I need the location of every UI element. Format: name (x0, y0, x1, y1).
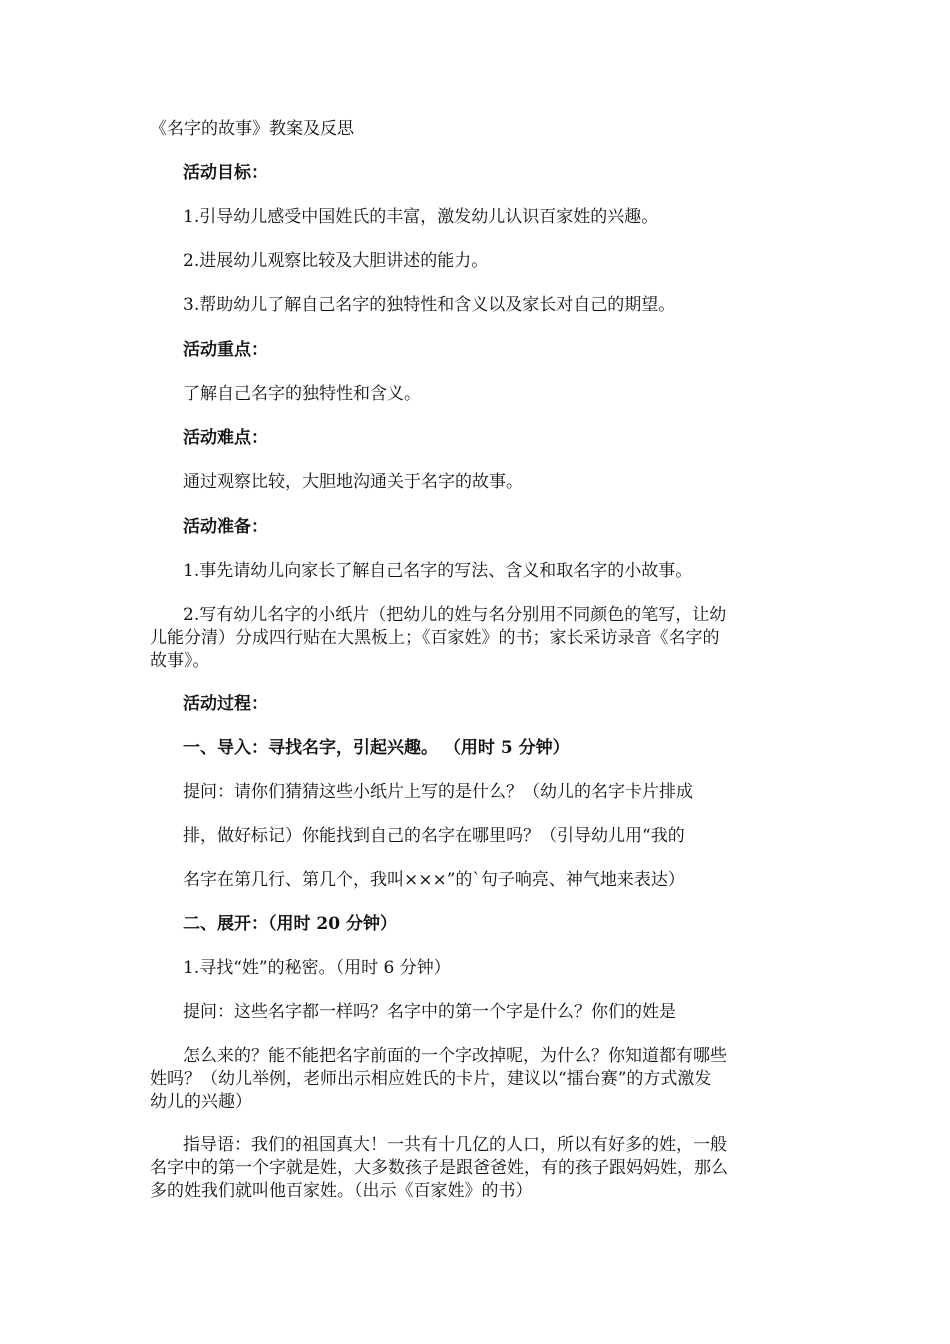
preparation-item-1: 1.事先请幼儿向家长了解自己名字的写法、含义和取名字的小故事。 (183, 561, 693, 581)
goal-item-3: 3.帮助幼儿了解自己名字的独特性和含义以及家长对自己的期望。 (183, 295, 676, 315)
heading-key-point: 活动重点： (183, 340, 268, 360)
step-1-question-line-3: 名字在第几行、第几个，我叫×××”的`句子响亮、神气地来表达） (183, 870, 685, 890)
step-2-paragraph-2-line-2: 名字中的第一个字就是姓，大多数孩子是跟爸爸姓，有的孩子跟妈妈姓，那么 (150, 1158, 728, 1178)
step-1-question-line-1: 提问：请你们猜猜这些小纸片上写的是什么？（幼儿的名字卡片排成 (183, 782, 693, 802)
step-1-question-line-2: 排，做好标记）你能找到自己的名字在哪里吗？（引导幼儿用“我的 (183, 826, 685, 846)
goal-item-1: 1.引导幼儿感受中国姓氏的丰富，激发幼儿认识百家姓的兴趣。 (183, 207, 659, 227)
step-2-paragraph-1-line-3: 幼儿的兴趣） (150, 1092, 252, 1112)
step-2-paragraph-2-line-1: 指导语：我们的祖国真大！一共有十几亿的人口，所以有好多的姓，一般 (183, 1135, 727, 1155)
step-2-subtitle-1: 1.寻找“姓”的秘密。（用时 6 分钟） (183, 958, 451, 978)
heading-difficulty: 活动难点： (183, 428, 268, 448)
step-2-paragraph-2-line-3: 多的姓我们就叫他百家姓。（出示《百家姓》的书） (150, 1181, 533, 1201)
goal-item-2: 2.进展幼儿观察比较及大胆讲述的能力。 (183, 251, 489, 271)
step-1-title: 一、导入：寻找名字，引起兴趣。 （用时 5 分钟） (183, 738, 570, 758)
step-2-title: 二、展开：（用时 20 分钟） (183, 914, 397, 934)
document-title: 《名字的故事》教案及反思 (150, 119, 354, 139)
difficulty-text: 通过观察比较，大胆地沟通关于名字的故事。 (183, 472, 523, 492)
heading-preparation: 活动准备： (183, 517, 268, 537)
key-point-text: 了解自己名字的独特性和含义。 (183, 384, 421, 404)
step-2-paragraph-1-line-2: 姓吗？（幼儿举例，老师出示相应姓氏的卡片，建议以“擂台赛”的方式激发 (150, 1069, 712, 1089)
preparation-item-2-line-1: 2.写有幼儿名字的小纸片（把幼儿的姓与名分别用不同颜色的笔写，让幼 (183, 605, 727, 625)
preparation-item-2-line-3: 故事》。 (150, 651, 210, 671)
step-2-question: 提问：这些名字都一样吗？名字中的第一个字是什么？你们的姓是 (183, 1002, 676, 1022)
step-2-paragraph-1-line-1: 怎么来的？能不能把名字前面的一个字改掉呢，为什么？你知道都有哪些 (183, 1046, 727, 1066)
heading-process: 活动过程： (183, 694, 268, 714)
preparation-item-2-line-2: 儿能分清）分成四行贴在大黑板上；《百家姓》的书；家长采访录音《名字的 (150, 628, 720, 648)
heading-goals: 活动目标： (183, 163, 268, 183)
